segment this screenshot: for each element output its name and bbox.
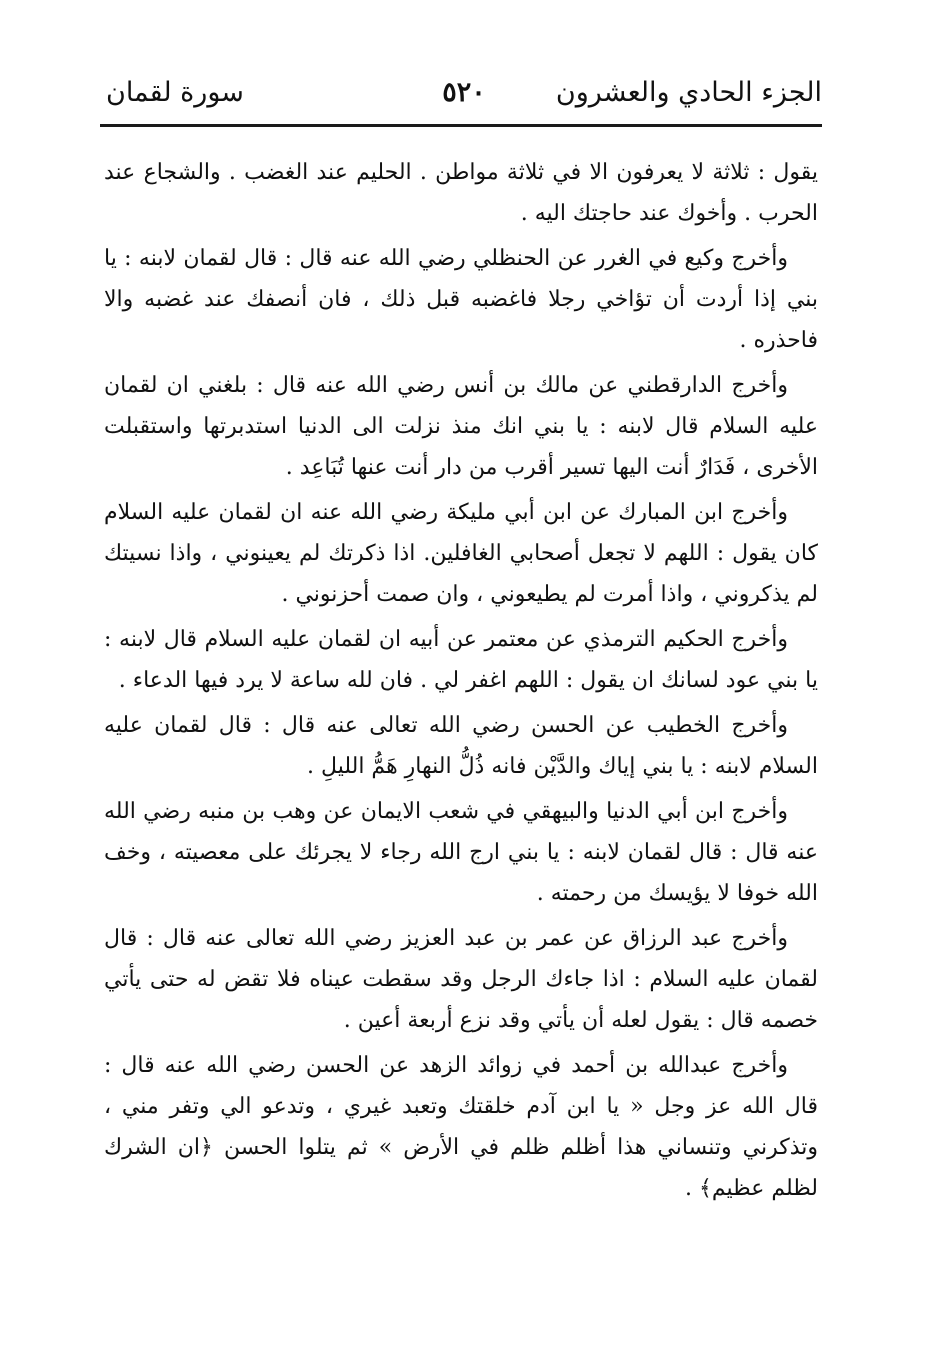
surah-title: سورة لقمان: [106, 77, 244, 108]
paragraph: وأخرج عبدالله بن أحمد في زوائد الزهد عن الحسن رضي الله عنه قال : قال الله عز وجل « يا ابن آدم خلقتك وتعبد غيري ، وتدعو الي وتفر مني ، وتذكرني وتنساني هذا أظلم ظلم في الأرض » ثم يتلوا الحسن ﴿ان الشرك لظلم عظيم﴾ .: [104, 1053, 818, 1201]
part-title: الجزء الحادي والعشرون: [555, 77, 822, 108]
paragraph: وأخرج وكيع في الغرر عن الحنظلي رضي الله عنه قال : قال لقمان لابنه : يا بني إذا أردت أن تؤاخي رجلا فاغضبه قبل ذلك ، فان أنصفك عند غضبه والا فاحذره .: [104, 246, 818, 353]
paragraph: وأخرج الدارقطني عن مالك بن أنس رضي الله عنه قال : بلغني ان لقمان عليه السلام قال لابنه : يا بني انك منذ نزلت الى الدنيا استدبرتها واستقبلت الأخرى ، فَدَارٌ أنت اليها تسير أقرب من دار أنت عنها تُبَاعِد .: [104, 373, 818, 480]
page-body: [104, 152, 818, 1213]
page-number: ٥٢٠: [442, 77, 486, 108]
paragraph: وأخرج الحكيم الترمذي عن معتمر عن أبيه ان لقمان عليه السلام قال لابنه : يا بني عود لسانك ان يقول : اللهم اغفر لي . فان لله ساعة لا يرد فيها الدعاء .: [104, 627, 818, 693]
running-header: [106, 72, 822, 120]
paragraph: وأخرج ابن المبارك عن ابن أبي مليكة رضي الله عنه ان لقمان عليه السلام كان يقول : اللهم لا تجعل أصحابي الغافلين. اذا ذكرتك لم يعينوني ، واذا نسيتك لم يذكروني ، واذا أمرت لم يطيعوني ، وان صمت أحزنوني .: [104, 500, 818, 607]
paragraph: وأخرج عبد الرزاق عن عمر بن عبد العزيز رضي الله تعالى عنه قال : قال لقمان عليه السلام : اذا جاءك الرجل وقد سقطت عيناه فلا تقض له حتى يأتي خصمه قال : يقول لعله أن يأتي وقد نزع أربعة أعين .: [104, 926, 818, 1033]
paragraph: يقول : ثلاثة لا يعرفون الا في ثلاثة مواطن . الحليم عند الغضب . والشجاع عند الحرب . وأخوك عند حاجتك اليه .: [104, 160, 818, 226]
header-divider: [100, 124, 822, 127]
paragraph: وأخرج ابن أبي الدنيا والبيهقي في شعب الايمان عن وهب بن منبه رضي الله عنه قال : قال لقمان لابنه : يا بني ارج الله رجاء لا يجرئك على معصيته ، وخف الله خوفا لا يؤيسك من رحمته .: [104, 799, 818, 906]
paragraph: وأخرج الخطيب عن الحسن رضي الله تعالى عنه قال : قال لقمان عليه السلام لابنه : يا بني إياك والدَّيْن فانه ذُلُّ النهارِ هَمُّ الليلِ .: [104, 713, 818, 779]
